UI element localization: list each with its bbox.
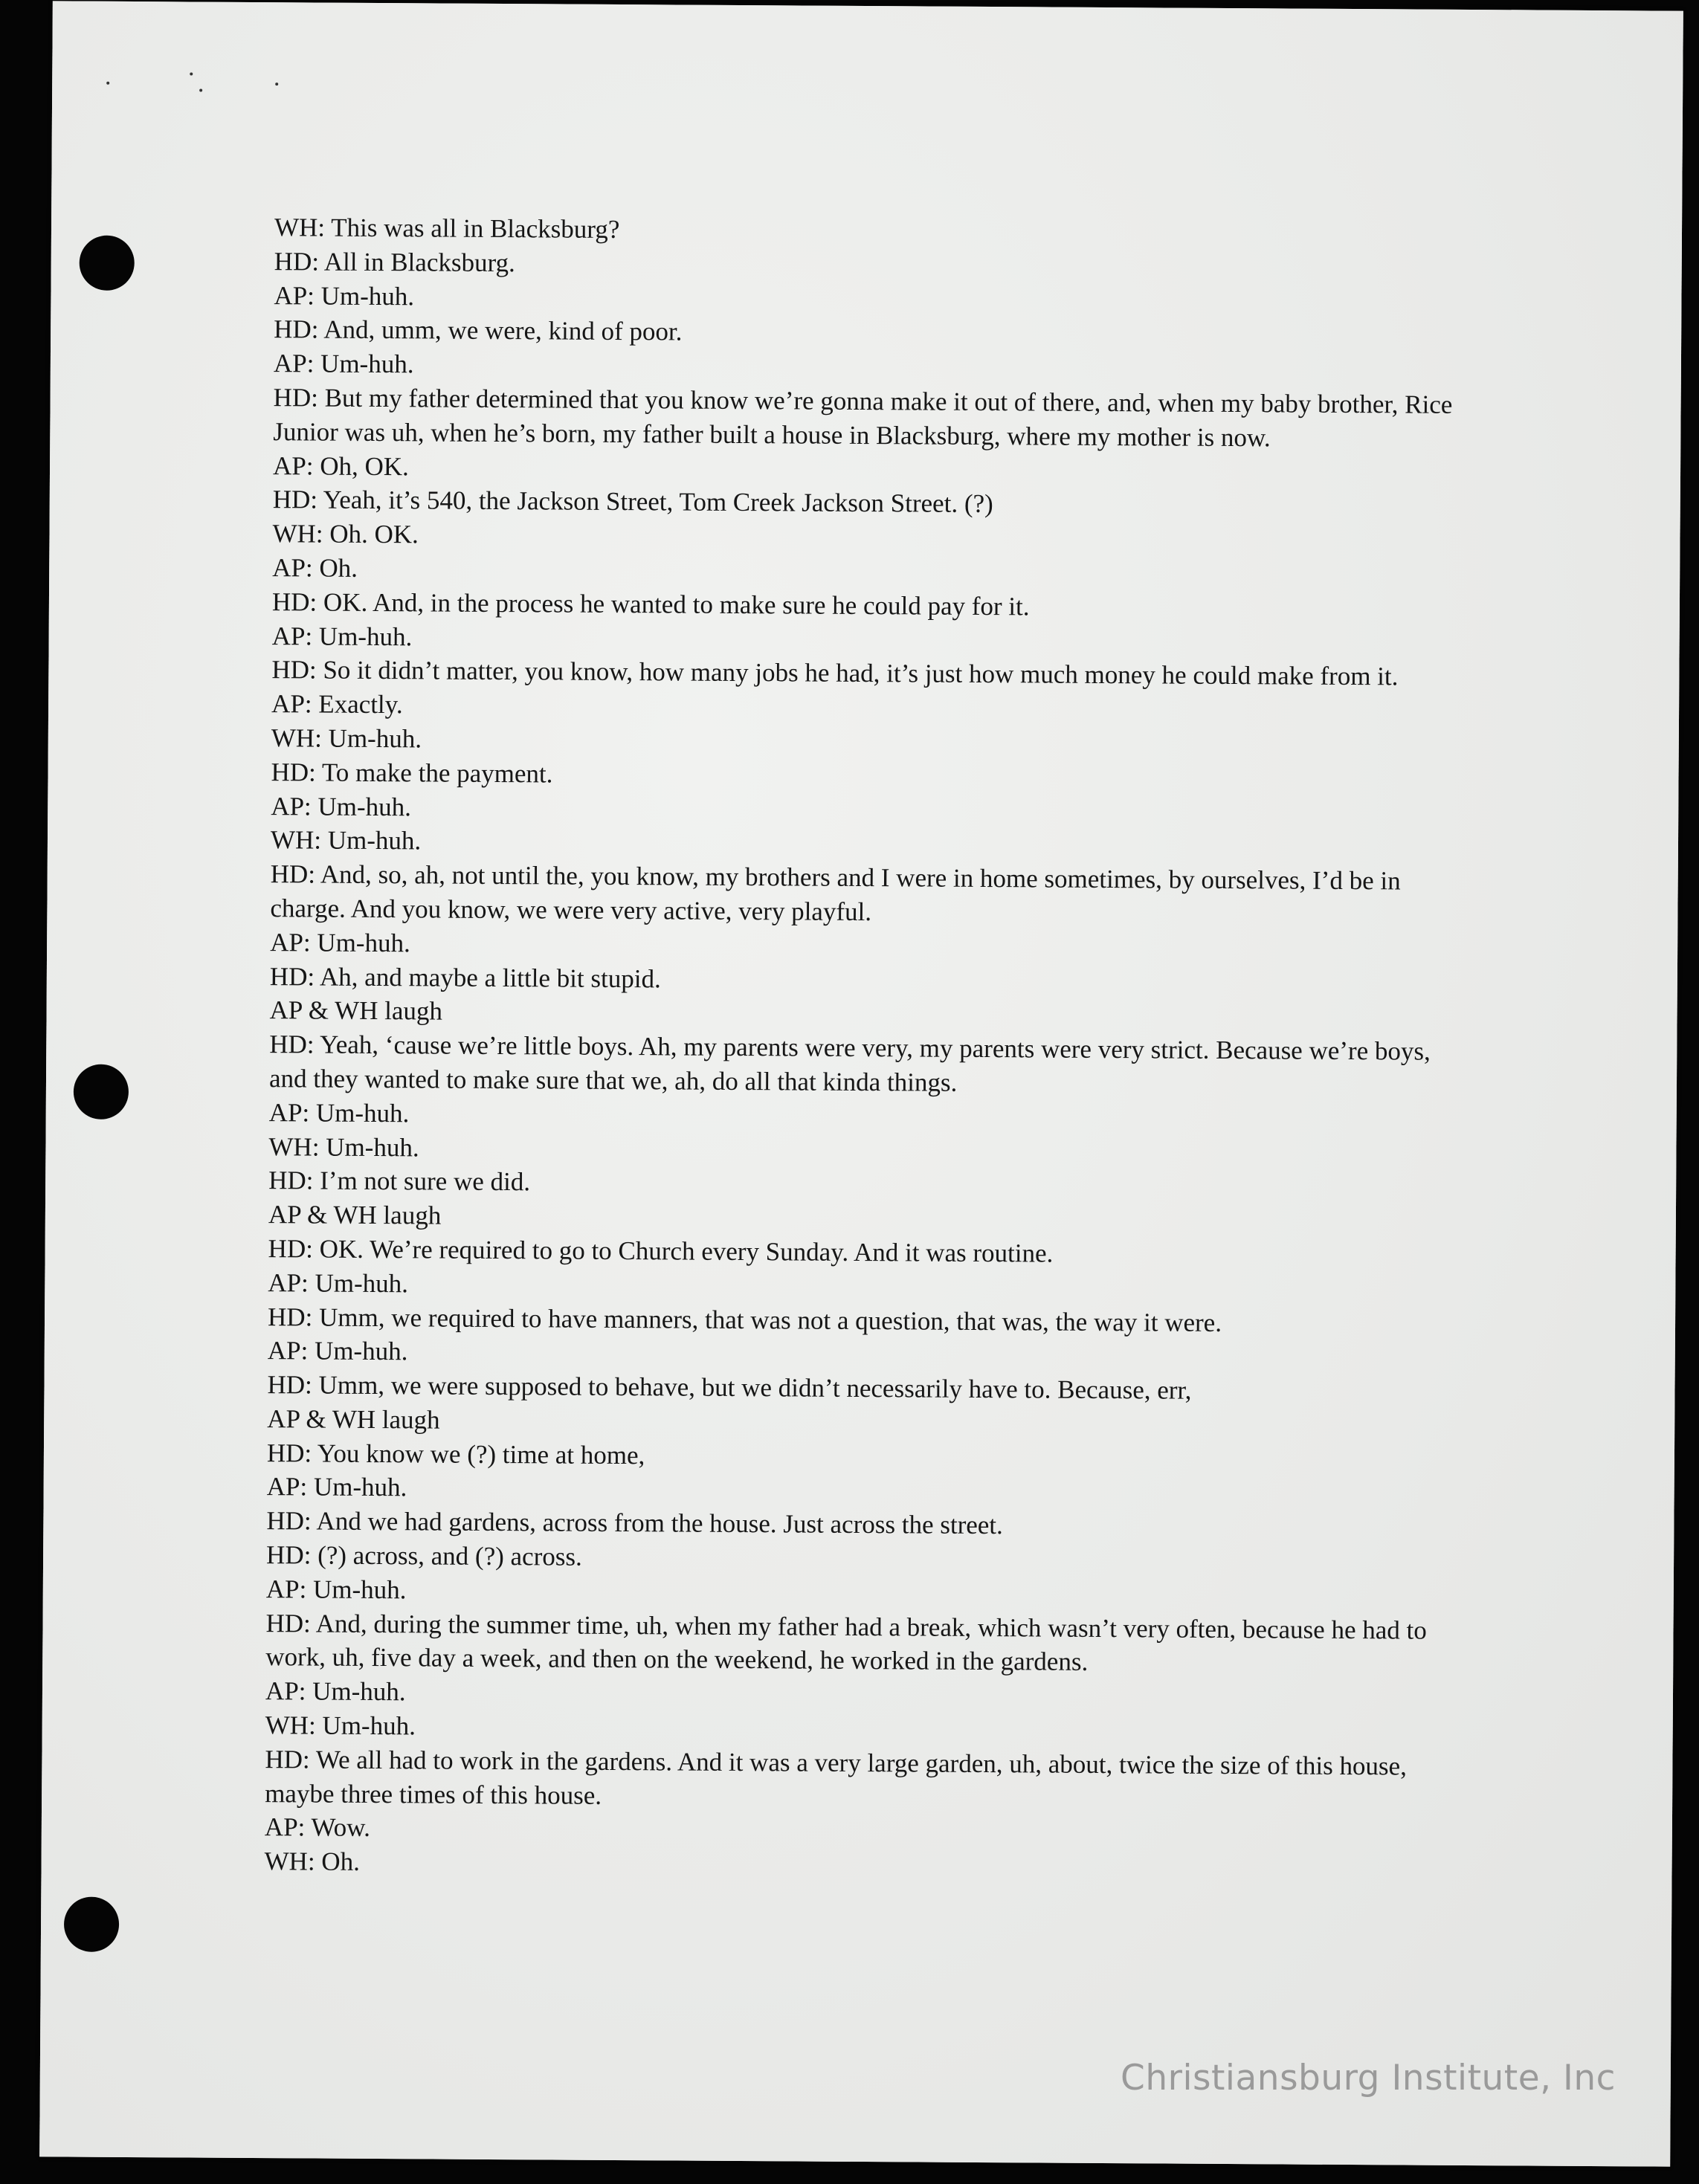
punch-hole-middle <box>74 1064 129 1120</box>
paper-speck <box>190 72 193 75</box>
transcript-page <box>39 1 1683 2166</box>
punch-hole-bottom <box>64 1896 119 1951</box>
transcript-line: AP: Um-huh. <box>265 1574 407 1605</box>
transcript-line: WH: Um-huh. <box>271 723 422 754</box>
transcript-line: WH: Um-huh. <box>268 1131 419 1162</box>
transcript-line: AP: Um-huh. <box>270 927 410 958</box>
transcript-line: AP & WH laugh <box>269 995 443 1026</box>
transcript-line: WH: Oh. OK. <box>272 519 419 549</box>
transcript-line: HD: OK. We’re required to go to Church every Sunday. And it was routine. <box>268 1234 1054 1268</box>
transcript-line: AP: Um-huh. <box>266 1472 407 1502</box>
transcript-line: HD: And, umm, we were, kind of poor. <box>274 314 683 346</box>
transcript-line: HD: All in Blacksburg. <box>274 246 515 277</box>
transcript-line: HD: And we had gardens, across from the house. Just across the street. <box>266 1506 1003 1540</box>
transcript-line: HD: To make the payment. <box>271 757 553 789</box>
transcript-line: HD: And, during the summer time, uh, when my father had a break, which wasn’t very often, because he had to work, uh, five day a week, and then on the weekend, he worked in the gardens. <box>265 1608 1427 1677</box>
transcript-line: AP & WH laugh <box>267 1404 440 1435</box>
transcript-line: AP: Um-huh. <box>267 1336 408 1366</box>
transcript-line: AP: Oh. <box>272 553 358 583</box>
transcript-text <box>264 210 1479 1886</box>
transcript-line: HD: But my father determined that you know we’re gonna make it out of there, and, when my baby brother, Rice Junior was uh, when he’s born, my father built a house in Blacksburg, where my mother is now. <box>273 383 1453 453</box>
transcript-line: AP: Um-huh. <box>273 349 414 379</box>
transcript-line: HD: Yeah, it’s 540, the Jackson Street, Tom Creek Jackson Street. (?) <box>272 485 993 519</box>
transcript-line: HD: OK. And, in the process he wanted to make sure he could pay for it. <box>271 587 1030 621</box>
transcript-line: HD: Umm, we were supposed to behave, but we didn’t necessarily have to. Because, err, <box>267 1370 1192 1405</box>
transcript-line: HD: Yeah, ‘cause we’re little boys. Ah, my parents were very, my parents were very strict. Because we’re boys, and they wanted to make sure that we, ah, do all that kinda things. <box>268 1030 1431 1097</box>
transcript-line: WH: Um-huh. <box>270 825 422 856</box>
transcript-line: HD: We all had to work in the gardens. And it was a very large garden, uh, about, twice the size of this house, maybe three times of this house. <box>265 1744 1408 1810</box>
transcript-line: WH: Um-huh. <box>265 1710 416 1741</box>
transcript-line: AP: Wow. <box>264 1812 371 1843</box>
transcript-line: AP: Um-huh. <box>265 1676 406 1707</box>
watermark: Christiansburg Institute, Inc <box>1121 2058 1616 2099</box>
transcript-line: HD: Umm, we required to have manners, that was not a question, that was, the way it were. <box>267 1302 1222 1337</box>
transcript-line: HD: And, so, ah, not until the, you know, my brothers and I were in home sometimes, by ourselves, I’d be in charge. And you know, we were very active, very playful. <box>270 859 1401 927</box>
transcript-line: AP: Exactly. <box>271 689 403 720</box>
transcript-line: AP: Oh, OK. <box>272 450 409 481</box>
transcript-line: WH: Oh. <box>264 1847 361 1877</box>
transcript-line: HD: So it didn’t matter, you know, how many jobs he had, it’s just how much money he could make from it. <box>271 655 1399 691</box>
transcript-line: AP: Um-huh. <box>271 621 413 651</box>
transcript-line: HD: Ah, and maybe a little bit stupid. <box>269 961 661 993</box>
transcript-line: WH: This was all in Blacksburg? <box>274 213 620 244</box>
paper-speck <box>275 83 278 85</box>
transcript-line: AP & WH laugh <box>268 1200 442 1230</box>
transcript-line: AP: Um-huh. <box>268 1097 410 1128</box>
transcript-line: HD: You know we (?) time at home, <box>266 1438 645 1470</box>
transcript-line: AP: Um-huh. <box>268 1267 409 1298</box>
punch-hole-top <box>80 236 135 291</box>
transcript-line: HD: (?) across, and (?) across. <box>265 1540 582 1571</box>
transcript-line: HD: I’m not sure we did. <box>268 1166 531 1197</box>
paper-speck <box>199 89 202 92</box>
transcript-line: AP: Um-huh. <box>271 791 412 821</box>
paper-speck <box>106 82 109 85</box>
transcript-line: AP: Um-huh. <box>274 280 415 311</box>
